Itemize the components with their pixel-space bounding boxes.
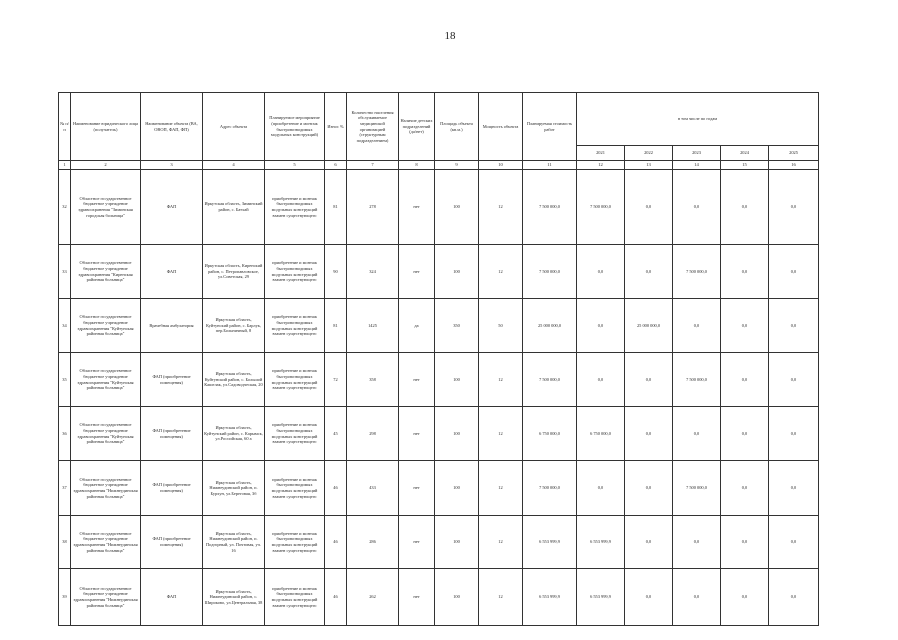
cell-2023: 7 500 000,0	[673, 461, 721, 516]
table-row	[59, 245, 819, 299]
cell-activity: приобретение и монтаж быстровозводимых модульных конструкций взамен существующего	[265, 569, 325, 626]
header-kids: Наличие детских подразделений (да/нет)	[399, 93, 435, 161]
table-row	[59, 170, 819, 245]
header-year-2023: 2023	[673, 146, 721, 161]
column-number: 5	[265, 161, 325, 170]
header-object: Наименование объекта (ВА, ОВОП, ФАП, ФП)	[141, 93, 203, 161]
cell-area: 100	[435, 461, 479, 516]
cell-capacity: 12	[479, 170, 523, 245]
cell-kids: да	[399, 299, 435, 353]
cell-capacity: 12	[479, 516, 523, 569]
table-row	[59, 569, 819, 626]
cell-2022: 0,0	[625, 170, 673, 245]
header-year-2025: 2025	[769, 146, 819, 161]
cell-population: 278	[347, 170, 399, 245]
cell-object: ФАП (приобретение помещения)	[141, 353, 203, 407]
cell-cost: 7 500 000,0	[523, 245, 577, 299]
cell-capacity: 12	[479, 407, 523, 461]
cell-activity: приобретение и монтаж быстровозводимых модульных конструкций взамен существующего	[265, 299, 325, 353]
column-number: 12	[577, 161, 625, 170]
column-number: 11	[523, 161, 577, 170]
cell-2025: 0,0	[769, 353, 819, 407]
cell-activity: приобретение и монтаж быстровозводимых модульных конструкций взамен существующего	[265, 461, 325, 516]
cell-num: 38	[59, 516, 71, 569]
cell-address: Иркутская область, Нижнеудинский район, п. Бурхун, ул.Береговая, 3б	[203, 461, 265, 516]
page-number: 18	[444, 30, 456, 42]
column-number: 4	[203, 161, 265, 170]
header-year-2024: 2024	[721, 146, 769, 161]
table-row	[59, 299, 819, 353]
cell-org: Областное государственное бюджетное учреждение здравоохранения "Куйтунская районная больница"	[71, 353, 141, 407]
cell-population: 262	[347, 569, 399, 626]
cell-kids: нет	[399, 170, 435, 245]
cell-org: Областное государственное бюджетное учреждение здравоохранения "Зиминская городская больница"	[71, 170, 141, 245]
column-number: 1	[59, 161, 71, 170]
header-num: № п/п	[59, 93, 71, 161]
table-row	[59, 516, 819, 569]
column-number: 3	[141, 161, 203, 170]
cell-address: Иркутская область, Куйтунский район, с. Карымск, ул.Российская, 60 а	[203, 407, 265, 461]
cell-wear: 46	[325, 461, 347, 516]
column-number: 16	[769, 161, 819, 170]
cell-activity: приобретение и монтаж быстровозводимых модульных конструкций взамен существующего	[265, 516, 325, 569]
column-number: 13	[625, 161, 673, 170]
cell-activity: приобретение и монтаж быстровозводимых модульных конструкций взамен существующего	[265, 170, 325, 245]
cell-2021: 6 553 999,9	[577, 516, 625, 569]
column-number: 15	[721, 161, 769, 170]
cell-2024: 0,0	[721, 299, 769, 353]
cell-population: 358	[347, 353, 399, 407]
cell-kids: нет	[399, 569, 435, 626]
cell-object: ФАП	[141, 569, 203, 626]
cell-2023: 7 500 000,0	[673, 353, 721, 407]
cell-num: 34	[59, 299, 71, 353]
cell-cost: 25 000 000,0	[523, 299, 577, 353]
cell-kids: нет	[399, 461, 435, 516]
header-cost: Планируемая стоимость работ	[523, 93, 577, 161]
cell-wear: 81	[325, 299, 347, 353]
cell-capacity: 12	[479, 569, 523, 626]
cell-2021: 0,0	[577, 461, 625, 516]
cell-wear: 72	[325, 353, 347, 407]
cell-org: Областное государственное бюджетное учреждение здравоохранения "Нижнеудинская районная больница"	[71, 516, 141, 569]
cell-2023: 0,0	[673, 170, 721, 245]
cell-area: 100	[435, 407, 479, 461]
cell-population: 286	[347, 516, 399, 569]
header-activity: Планируемое мероприятие (приобретение и монтаж быстровозводимых модульных конструкций)	[265, 93, 325, 161]
cell-2024: 0,0	[721, 516, 769, 569]
cell-2024: 0,0	[721, 461, 769, 516]
cell-2021: 7 500 000,0	[577, 170, 625, 245]
cell-population: 433	[347, 461, 399, 516]
cell-cost: 6 750 000,0	[523, 407, 577, 461]
cell-area: 100	[435, 245, 479, 299]
cell-2024: 0,0	[721, 569, 769, 626]
cell-kids: нет	[399, 353, 435, 407]
cell-wear: 90	[325, 245, 347, 299]
cell-activity: приобретение и монтаж быстровозводимых модульных конструкций взамен существующего	[265, 353, 325, 407]
column-number: 6	[325, 161, 347, 170]
cell-capacity: 12	[479, 245, 523, 299]
cell-capacity: 12	[479, 353, 523, 407]
cell-2022: 25 000 000,0	[625, 299, 673, 353]
cell-population: 324	[347, 245, 399, 299]
cell-cost: 6 553 999,9	[523, 516, 577, 569]
cell-kids: нет	[399, 516, 435, 569]
column-number: 2	[71, 161, 141, 170]
cell-2024: 0,0	[721, 245, 769, 299]
cell-2021: 0,0	[577, 353, 625, 407]
cell-object: ФАП	[141, 170, 203, 245]
cell-activity: приобретение и монтаж быстровозводимых модульных конструкций взамен существующего	[265, 407, 325, 461]
cell-cost: 7 500 000,0	[523, 170, 577, 245]
cell-2025: 0,0	[769, 245, 819, 299]
cell-org: Областное государственное бюджетное учреждение здравоохранения "Куйтунская районная больница"	[71, 407, 141, 461]
cell-area: 100	[435, 516, 479, 569]
column-number: 10	[479, 161, 523, 170]
cell-2024: 0,0	[721, 353, 769, 407]
cell-cost: 6 553 999,9	[523, 569, 577, 626]
header-population: Количество населения обслуживаемое медицинской организацией (структурным подразделением)	[347, 93, 399, 161]
cell-address: Иркутская область, Куйтунский район, с. Барлук, пер.Больничный, 8	[203, 299, 265, 353]
cell-area: 350	[435, 299, 479, 353]
cell-2025: 0,0	[769, 569, 819, 626]
cell-2022: 0,0	[625, 569, 673, 626]
cell-2023: 0,0	[673, 299, 721, 353]
cell-num: 32	[59, 170, 71, 245]
header-capacity: Мощность объекта	[479, 93, 523, 161]
header-address: Адрес объекта	[203, 93, 265, 161]
cell-wear: 46	[325, 516, 347, 569]
cell-wear: 45	[325, 407, 347, 461]
cell-object: ФАП	[141, 245, 203, 299]
cell-address: Иркутская область, Киренский район, с. Петропавловское, ул.Советская, 29	[203, 245, 265, 299]
cell-population: 298	[347, 407, 399, 461]
cell-org: Областное государственное бюджетное учреждение здравоохранения "Куйтунская районная больница"	[71, 299, 141, 353]
cell-org: Областное государственное бюджетное учреждение здравоохранения "Нижнеудинская районная больница"	[71, 461, 141, 516]
cell-address: Иркутская область, Куйтунский район, с. Большой Кашелак, ул.Садоводческая, 20	[203, 353, 265, 407]
cell-2022: 0,0	[625, 407, 673, 461]
cell-num: 39	[59, 569, 71, 626]
cell-org: Областное государственное бюджетное учреждение здравоохранения "Киренская районная больница"	[71, 245, 141, 299]
cell-2021: 6 553 999,9	[577, 569, 625, 626]
cell-area: 100	[435, 170, 479, 245]
cell-2021: 0,0	[577, 245, 625, 299]
investment-table	[58, 92, 819, 626]
column-number-row	[59, 161, 819, 170]
header-year-2021: 2021	[577, 146, 625, 161]
header-area: Площадь объекта (кв.м.)	[435, 93, 479, 161]
cell-2025: 0,0	[769, 461, 819, 516]
cell-2024: 0,0	[721, 407, 769, 461]
cell-2021: 0,0	[577, 299, 625, 353]
table-row	[59, 407, 819, 461]
cell-address: Иркутская область, Нижнеудинский район, п. Подгорный, ул. Почтовая, уч. 16	[203, 516, 265, 569]
cell-2022: 0,0	[625, 245, 673, 299]
cell-wear: 81	[325, 170, 347, 245]
header-year-2022: 2022	[625, 146, 673, 161]
cell-num: 37	[59, 461, 71, 516]
cell-object: ФАП (приобретение помещения)	[141, 516, 203, 569]
cell-cost: 7 500 000,0	[523, 461, 577, 516]
cell-kids: нет	[399, 245, 435, 299]
cell-object: ФАП (приобретение помещения)	[141, 461, 203, 516]
cell-2021: 6 750 000,0	[577, 407, 625, 461]
cell-2022: 0,0	[625, 516, 673, 569]
cell-object: ФАП (приобретение помещения)	[141, 407, 203, 461]
cell-wear: 46	[325, 569, 347, 626]
header-by-years: в том числе по годам	[577, 93, 819, 146]
header-wear: Износ %	[325, 93, 347, 161]
cell-capacity: 50	[479, 299, 523, 353]
cell-2025: 0,0	[769, 516, 819, 569]
cell-2024: 0,0	[721, 170, 769, 245]
cell-population: 1425	[347, 299, 399, 353]
cell-num: 33	[59, 245, 71, 299]
table-row	[59, 353, 819, 407]
cell-2023: 7 500 000,0	[673, 245, 721, 299]
cell-num: 35	[59, 353, 71, 407]
column-number: 7	[347, 161, 399, 170]
cell-address: Иркутская область, Нижнеудинский район, с. Широково, ул.Центральная, 38	[203, 569, 265, 626]
cell-area: 100	[435, 569, 479, 626]
cell-2025: 0,0	[769, 407, 819, 461]
cell-2025: 0,0	[769, 299, 819, 353]
cell-address: Иркутская область, Зиминский район, с. Батхай	[203, 170, 265, 245]
cell-activity: приобретение и монтаж быстровозводимых модульных конструкций взамен существующего	[265, 245, 325, 299]
column-number: 14	[673, 161, 721, 170]
cell-num: 36	[59, 407, 71, 461]
cell-area: 100	[435, 353, 479, 407]
cell-2023: 0,0	[673, 516, 721, 569]
cell-2025: 0,0	[769, 170, 819, 245]
cell-2023: 0,0	[673, 569, 721, 626]
column-number: 9	[435, 161, 479, 170]
cell-org: Областное государственное бюджетное учреждение здравоохранения "Нижнеудинская районная больница"	[71, 569, 141, 626]
column-number: 8	[399, 161, 435, 170]
cell-2022: 0,0	[625, 461, 673, 516]
cell-capacity: 12	[479, 461, 523, 516]
cell-kids: нет	[399, 407, 435, 461]
cell-2022: 0,0	[625, 353, 673, 407]
header-org: Наименование юридического лица (получатель)	[71, 93, 141, 161]
cell-object: Врачебная амбулатория	[141, 299, 203, 353]
cell-2023: 0,0	[673, 407, 721, 461]
table-row	[59, 461, 819, 516]
cell-cost: 7 500 000,0	[523, 353, 577, 407]
